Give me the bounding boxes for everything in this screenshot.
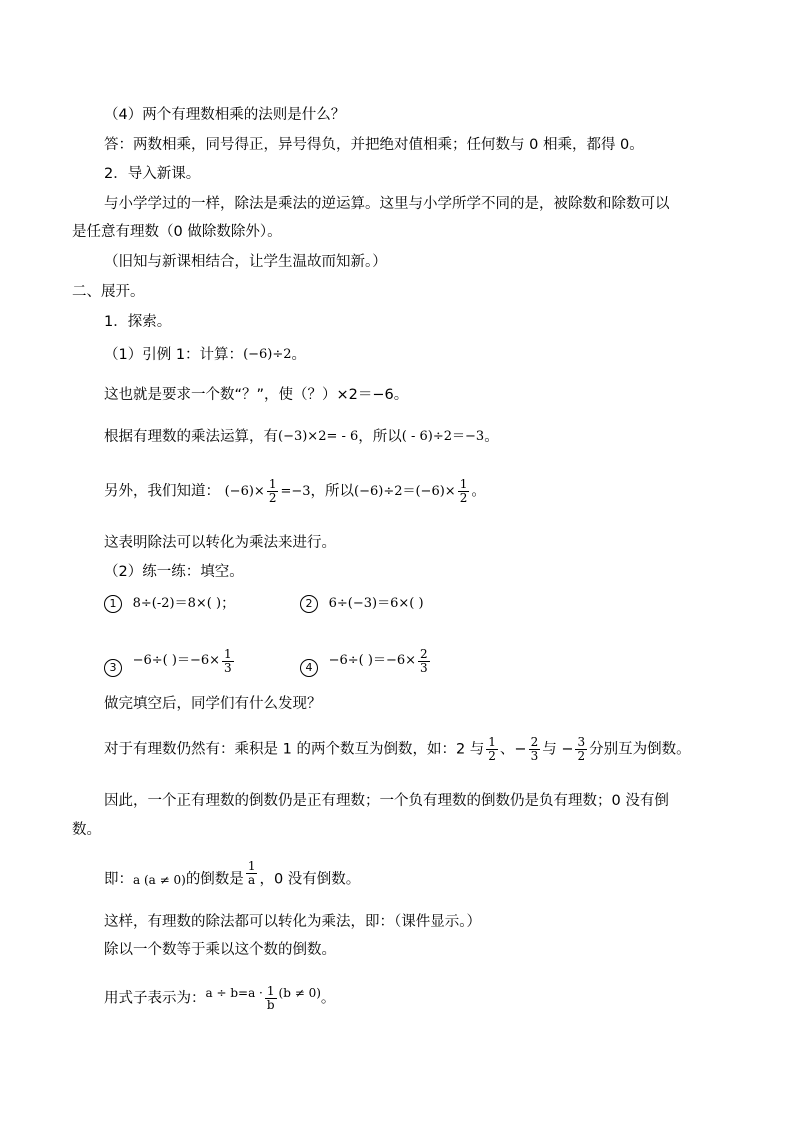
reciprocal-line — [104, 736, 691, 763]
numerator: 2 — [420, 646, 428, 661]
conclusion-line: 这表明除法可以转化为乘法来进行。 — [104, 535, 336, 551]
division-rule: 除以一个数等于乘以这个数的倒数。 — [104, 942, 336, 958]
punct: 。 — [484, 429, 499, 445]
circled-number: 2 — [300, 595, 318, 613]
numerator: 3 — [577, 735, 586, 749]
exercise-1 — [104, 594, 236, 614]
numerator: 1 — [266, 984, 275, 998]
exercise-3 — [104, 645, 236, 677]
math-expression: −6÷( )＝−6× — [132, 653, 220, 668]
punct: 。 — [320, 990, 336, 1007]
fraction — [222, 648, 234, 675]
fraction — [265, 985, 277, 1012]
math-expression: (−3)×2= - 6 — [278, 429, 359, 444]
numerator: 1 — [224, 646, 232, 661]
numerator: 2 — [530, 735, 539, 749]
text: ，所以 — [358, 429, 402, 445]
discovery-question: 做完填空后，同学们有什么发现？ — [104, 696, 322, 712]
reciprocal-definition — [104, 859, 361, 893]
punct: 。 — [291, 347, 307, 363]
division-rule-intro: 这样，有理数的除法都可以转化为乘法，即：（课件显示。） — [104, 914, 481, 930]
denominator: 3 — [224, 660, 232, 675]
section-heading: 二、展开。 — [72, 284, 145, 300]
section-2-heading: 2．导入新课。 — [104, 166, 201, 182]
circled-number: 4 — [300, 659, 318, 677]
circled-number: 3 — [104, 659, 122, 677]
text: 即： — [104, 871, 133, 888]
fraction — [246, 860, 258, 887]
fraction — [267, 478, 279, 505]
math-expression: a (a ≠ 0) — [133, 872, 186, 887]
note-text: （旧知与新课相结合，让学生温故而知新。） — [104, 254, 387, 270]
circled-number: 1 — [104, 595, 122, 613]
text: ，所以 — [310, 483, 355, 500]
fraction — [486, 736, 498, 763]
denominator: a — [248, 873, 256, 887]
numerator: 1 — [488, 735, 496, 749]
example-label: （1）引例 1：计算： — [104, 347, 244, 363]
math-expression: (b ≠ 0) — [278, 985, 321, 1000]
paragraph-line: 与小学学过的一样，除法是乘法的逆运算。这里与小学所学不同的是，被除数和除数可以 — [104, 196, 670, 212]
math-expression: 6÷(−3)＝6×( ) — [328, 596, 424, 611]
paragraph-line: 因此，一个正有理数的倒数仍是正有理数；一个负有理数的倒数仍是负有理数；0 没有倒 — [104, 793, 669, 809]
fraction — [529, 736, 541, 763]
punct: ； — [221, 596, 236, 612]
denominator: 2 — [577, 749, 586, 763]
explanation-line: 这也就是要求一个数“？”，使（？）×2＝−6。 — [104, 387, 409, 403]
denominator: 3 — [530, 749, 539, 763]
denominator: 2 — [459, 491, 468, 505]
text: 与 − — [542, 741, 574, 758]
numerator: 1 — [459, 477, 468, 491]
numerator: 1 — [247, 859, 256, 873]
text: 的倒数是 — [185, 871, 244, 888]
question-4: （4）两个有理数相乘的法则是什么？ — [104, 107, 346, 123]
text: 、− — [499, 741, 527, 758]
denominator: 2 — [488, 749, 496, 763]
practice-heading: （2）练一练：填空。 — [104, 564, 244, 580]
math-expression: (−6)÷2＝(−6)× — [354, 483, 456, 499]
denominator: 3 — [420, 660, 428, 675]
text: 用式子表示为： — [104, 990, 206, 1007]
fraction — [418, 648, 430, 675]
text: 根据有理数的乘法运算，有 — [104, 429, 278, 445]
denominator: 2 — [268, 491, 277, 505]
text: 另外，我们知道： — [104, 483, 220, 500]
fraction — [458, 478, 470, 505]
answer-text: 答：两数相乘，同号得正，异号得负，并把绝对值相乘；任何数与 0 相乘，都得 0。 — [104, 137, 644, 153]
exercise-2 — [300, 594, 424, 614]
math-expression: a ÷ b=a · — [205, 985, 263, 1000]
fraction — [575, 736, 587, 763]
math-expression: 8÷(-2)＝8×( ) — [132, 596, 222, 611]
paragraph-line: 是任意有理数（0 做除数除外）。 — [72, 224, 282, 240]
math-expression: (−6)÷2 — [243, 347, 292, 362]
denominator: b — [266, 998, 275, 1012]
math-expression: (−6)× — [224, 483, 265, 499]
text: 分别互为倒数。 — [589, 741, 691, 758]
multiplication-rule-line — [104, 427, 499, 447]
math-expression: −6÷( )＝−6× — [328, 653, 416, 668]
text: 对于有理数仍然有：乘积是 1 的两个数互为倒数，如：2 与 — [104, 741, 485, 758]
text: ，0 没有倒数。 — [259, 871, 361, 888]
numerator: 1 — [268, 477, 277, 491]
subsection-heading: 1．探索。 — [104, 314, 172, 330]
punct: 。 — [471, 483, 486, 500]
conversion-line — [104, 478, 486, 505]
formula-line — [104, 985, 335, 1012]
paragraph-line: 数。 — [72, 822, 101, 838]
exercise-4 — [300, 645, 432, 677]
math-expression: ( - 6)÷2＝−3 — [401, 429, 485, 444]
math-expression: =−3 — [280, 483, 311, 499]
example-1-line — [104, 345, 306, 365]
